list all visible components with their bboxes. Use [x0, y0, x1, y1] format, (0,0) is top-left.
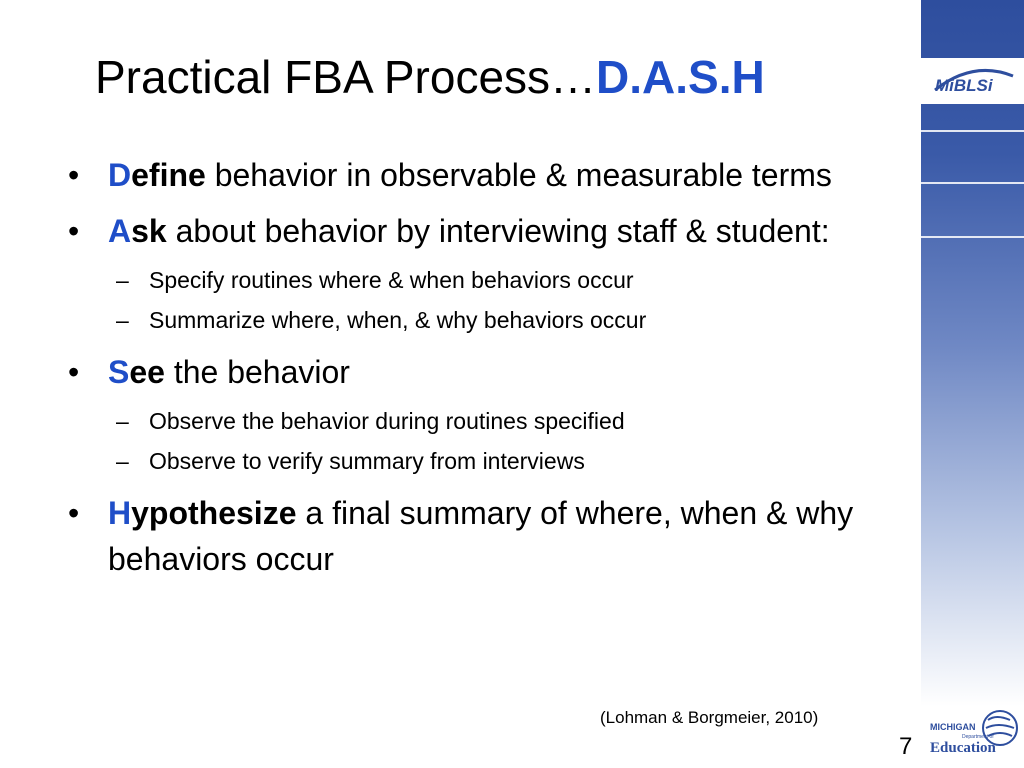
sub-item	[68, 405, 878, 438]
bullet-text: the behavior	[164, 354, 350, 390]
svg-text:Department of: Department of	[962, 734, 994, 740]
sub-item	[68, 304, 878, 337]
svg-text:Education: Education	[930, 740, 996, 756]
svg-text:MICHIGAN: MICHIGAN	[930, 722, 976, 732]
title-main: Practical FBA Process…	[95, 51, 597, 103]
mibls-logo	[927, 66, 1019, 96]
bullet-hypothesize	[68, 490, 878, 582]
slide-title	[95, 52, 765, 103]
sub-list-see	[68, 405, 878, 478]
sub-dash: –	[116, 267, 129, 293]
sidebar-stripe	[921, 182, 1024, 184]
logo-band	[921, 58, 1024, 104]
bullet-letter: S	[108, 354, 130, 390]
page-number: 7	[899, 733, 913, 760]
bullet-keyword-rest: ee	[129, 354, 165, 390]
sub-list-ask	[68, 264, 878, 337]
sidebar-band	[921, 0, 1024, 768]
michigan-education-logo	[928, 708, 1020, 758]
sub-text: Specify routines where & when behaviors occur	[149, 267, 634, 293]
bullet-dot: •	[68, 213, 80, 249]
citation: (Lohman & Borgmeier, 2010)	[600, 708, 819, 727]
bullet-keyword-rest: sk	[131, 213, 167, 249]
bullet-dot: •	[68, 157, 80, 193]
sub-dash: –	[116, 448, 129, 474]
sub-item	[68, 264, 878, 297]
bullet-dot: •	[68, 495, 80, 531]
svg-text:MiBLSi: MiBLSi	[935, 76, 993, 95]
bullet-text: about behavior by interviewing staff & student:	[166, 213, 830, 249]
sub-text: Observe the behavior during routines specified	[149, 408, 625, 434]
bullet-see	[68, 349, 878, 395]
sub-text: Summarize where, when, & why behaviors occur	[149, 307, 647, 333]
sub-dash: –	[116, 408, 129, 434]
sub-item	[68, 445, 878, 478]
bullet-ask	[68, 208, 878, 254]
bullet-define	[68, 152, 878, 198]
title-accent: D.A.S.H	[596, 51, 765, 103]
bullet-letter: D	[108, 157, 132, 193]
bullet-dot: •	[68, 354, 80, 390]
bullet-list	[68, 152, 878, 592]
bullet-letter: A	[108, 213, 132, 249]
bullet-text: behavior in observable & measurable terms	[205, 157, 832, 193]
sub-text: Observe to verify summary from interviews	[149, 448, 585, 474]
bullet-letter: H	[108, 495, 132, 531]
sidebar-stripe	[921, 236, 1024, 238]
bullet-keyword-rest: efine	[131, 157, 206, 193]
sidebar-stripe	[921, 130, 1024, 132]
bullet-text: a final summary of where, when & why behaviors occur	[108, 495, 854, 577]
bullet-keyword-rest: ypothesize	[131, 495, 297, 531]
sub-dash: –	[116, 307, 129, 333]
